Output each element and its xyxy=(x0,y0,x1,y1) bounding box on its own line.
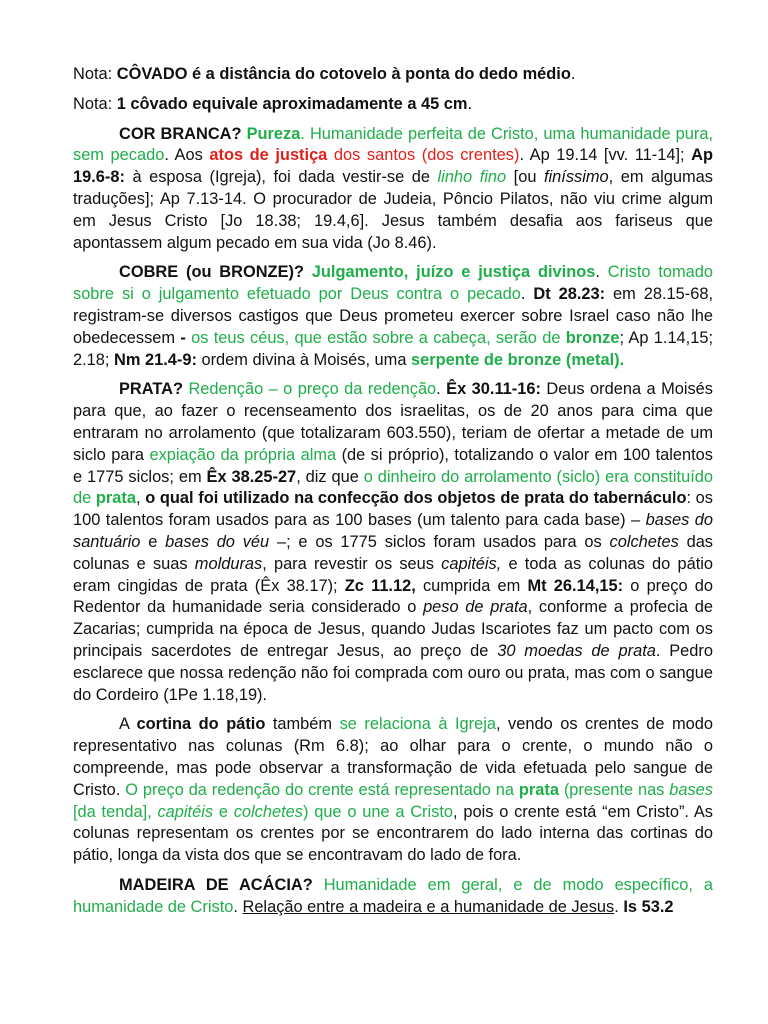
text-run: peso de prata xyxy=(423,598,528,617)
text-run: ) que o une a Cristo xyxy=(302,802,454,821)
text-run: Êx 38.25-27 xyxy=(206,467,297,486)
text-run: COBRE (ou BRONZE)? xyxy=(119,263,312,282)
text-run: capitéis, xyxy=(441,554,502,573)
text-run: das colunas e suas xyxy=(73,532,714,573)
text-run: à esposa (Igreja), foi dada vestir-se de xyxy=(124,168,438,187)
text-run: 1 côvado equivale aproximadamente a 45 cm xyxy=(116,94,468,113)
text-run: , xyxy=(136,489,146,508)
text-run: . Humanidade perfeita de Cristo, uma humanidade pura, sem pecado xyxy=(73,124,713,165)
text-run: Dt 28.23: xyxy=(533,285,606,304)
text-run: o preço do Redentor da humanidade seria considerado o xyxy=(73,576,713,617)
paragraph xyxy=(73,379,713,706)
text-run: . xyxy=(520,285,534,304)
text-run: . Ap 19.14 [vv. 11-14]; xyxy=(519,146,692,165)
text-run: também xyxy=(265,715,340,734)
text-run: bases do véu xyxy=(165,532,270,551)
text-run: (de si próprio), totalizando o valor em 100 talentos e 1775 siclos; em xyxy=(73,445,713,486)
text-run: . Aos xyxy=(164,146,210,165)
text-run: Deus ordena a Moisés para que, ao fazer o recenseamento dos israelitas, os de 20 anos para cima que entraram no arrolamento (que totalizaram 603.550), teriam de ofertar a metade de um siclo para xyxy=(73,380,713,464)
text-run: expiação da própria alma xyxy=(149,445,337,464)
text-run: cortina do pátio xyxy=(136,715,266,734)
text-run: , vendo os crentes de modo representativo nas colunas (Rm 6.8); ao olhar para o crente, o mundo não o compreende, mas pode observar a transformação de vida efetuada pelo sangue de Cristo. xyxy=(73,715,713,799)
text-run: linho fino xyxy=(437,168,507,187)
paragraph xyxy=(73,714,713,867)
text-run: prata xyxy=(518,780,559,799)
text-run: CÔVADO é a distância do cotovelo à ponta do dedo médio xyxy=(116,65,571,83)
text-run: se relaciona à Igreja xyxy=(339,715,496,734)
paragraph xyxy=(73,262,713,371)
text-run: O preço da redenção do crente está representado na xyxy=(125,780,519,799)
text-run: [ou xyxy=(506,168,544,187)
text-run: os teus céus, que estão sobre a cabeça, serão de xyxy=(185,328,566,347)
text-run: serpente de bronze (metal). xyxy=(411,350,625,369)
text-run: em 28.15-68, registram-se diversos castigos que Deus prometeu exercer sobre Israel caso não lhe obedecessem xyxy=(73,285,713,347)
text-run: cumprida em xyxy=(415,576,528,595)
text-run: Humanidade em geral, e de modo específico, a humanidade de Cristo xyxy=(73,875,714,916)
text-run: e toda as colunas do pátio eram cingidas de prata (Êx 38.17); xyxy=(73,554,714,595)
text-run: . xyxy=(595,263,608,282)
text-run: . xyxy=(233,897,243,916)
document-page xyxy=(73,64,713,926)
text-run: finíssimo xyxy=(543,168,609,187)
text-run: . xyxy=(614,897,624,916)
text-run: (presente nas xyxy=(558,780,670,799)
text-run: : os 100 talentos foram usados para as 100 bases (um talento para cada base) – xyxy=(73,489,713,530)
text-run: Ap 19.6-8: xyxy=(73,146,713,187)
text-run: 30 moedas de prata xyxy=(497,641,656,660)
text-run: Nota: xyxy=(73,94,117,113)
text-run: ; Ap 1.14,15; 2.18; xyxy=(73,328,714,369)
text-run: , para revestir os seus xyxy=(262,554,442,573)
text-run: o qual foi utilizado na confecção dos objetos de prata do tabernáculo xyxy=(145,489,687,508)
text-run: Nm 21.4-9: xyxy=(114,350,197,369)
text-run: [da tenda], xyxy=(73,802,158,821)
paragraph xyxy=(73,124,713,255)
text-run: colchetes xyxy=(233,802,303,821)
text-run: bronze xyxy=(565,328,620,347)
text-run: . Pedro esclarece que nossa redenção não foi comprada com ouro ou prata, mas com o sangue do Cordeiro (1Pe 1.18,19). xyxy=(73,641,713,704)
text-run: Nota: xyxy=(73,65,117,83)
paragraph xyxy=(73,64,713,86)
text-run: - xyxy=(180,328,186,347)
paragraph xyxy=(73,94,713,116)
text-run: dos santos (dos crentes) xyxy=(327,146,520,165)
text-run: MADEIRA DE ACÁCIA? xyxy=(119,875,324,894)
text-run: . xyxy=(467,94,473,113)
text-run: o dinheiro do arrolamento (siclo) era constituído de xyxy=(73,467,713,508)
paragraph xyxy=(73,875,713,919)
text-run: , pois o crente está “em Cristo”. As colunas representam os crentes por se encontrarem do lado interna das cortinas do pátio, longa da vista dos que se encontravam do lado de fora. xyxy=(73,802,713,865)
text-run: . xyxy=(570,65,576,83)
text-run: , diz que xyxy=(296,467,364,486)
text-run: e xyxy=(140,532,166,551)
text-run: ordem divina à Moisés, uma xyxy=(196,350,412,369)
text-run: Zc 11.12, xyxy=(344,576,416,595)
text-run: molduras xyxy=(194,554,263,573)
text-run: Julgamento, juízo e justiça divinos xyxy=(311,263,596,282)
text-run: prata xyxy=(95,489,136,508)
text-run: –; e os 1775 siclos foram usados para os xyxy=(269,532,610,551)
text-run: Cristo tomado sobre si o julgamento efetuado por Deus contra o pecado xyxy=(73,263,714,304)
text-run: capitéis xyxy=(157,802,214,821)
text-run: bases xyxy=(669,780,713,799)
text-run: bases do santuário xyxy=(73,511,713,551)
text-run: A xyxy=(119,715,137,734)
text-run: Is 53.2 xyxy=(623,897,674,916)
text-run: Mt 26.14,15: xyxy=(527,576,624,595)
text-run: Redenção – o preço da redenção xyxy=(188,380,437,399)
text-run: PRATA? xyxy=(119,380,189,399)
text-run: , conforme a profecia de Zacarias; cumprida na época de Jesus, quando Judas Iscariotes faz um pacto com os principais sacerdotes de entregar Jesus, ao preço de xyxy=(73,598,713,660)
text-run: atos de justiça xyxy=(209,146,328,165)
text-run: , em algumas traduções]; Ap 7.13-14. O procurador de Judeia, Pôncio Pilatos, não viu crime algum em Jesus Cristo [Jo 18.38; 19.4,6]. Jesus também desafia aos fariseus que apontassem algum pecado em sua vida (Jo 8.46). xyxy=(73,168,713,252)
text-run: colchetes xyxy=(609,532,679,551)
text-run: Pureza xyxy=(246,124,301,143)
text-run: e xyxy=(213,802,234,821)
text-run: Êx 30.11-16: xyxy=(446,380,541,399)
text-run: Relação entre a madeira e a humanidade de Jesus xyxy=(242,897,615,916)
text-run: COR BRANCA? xyxy=(119,124,247,143)
text-run: . xyxy=(436,380,447,399)
